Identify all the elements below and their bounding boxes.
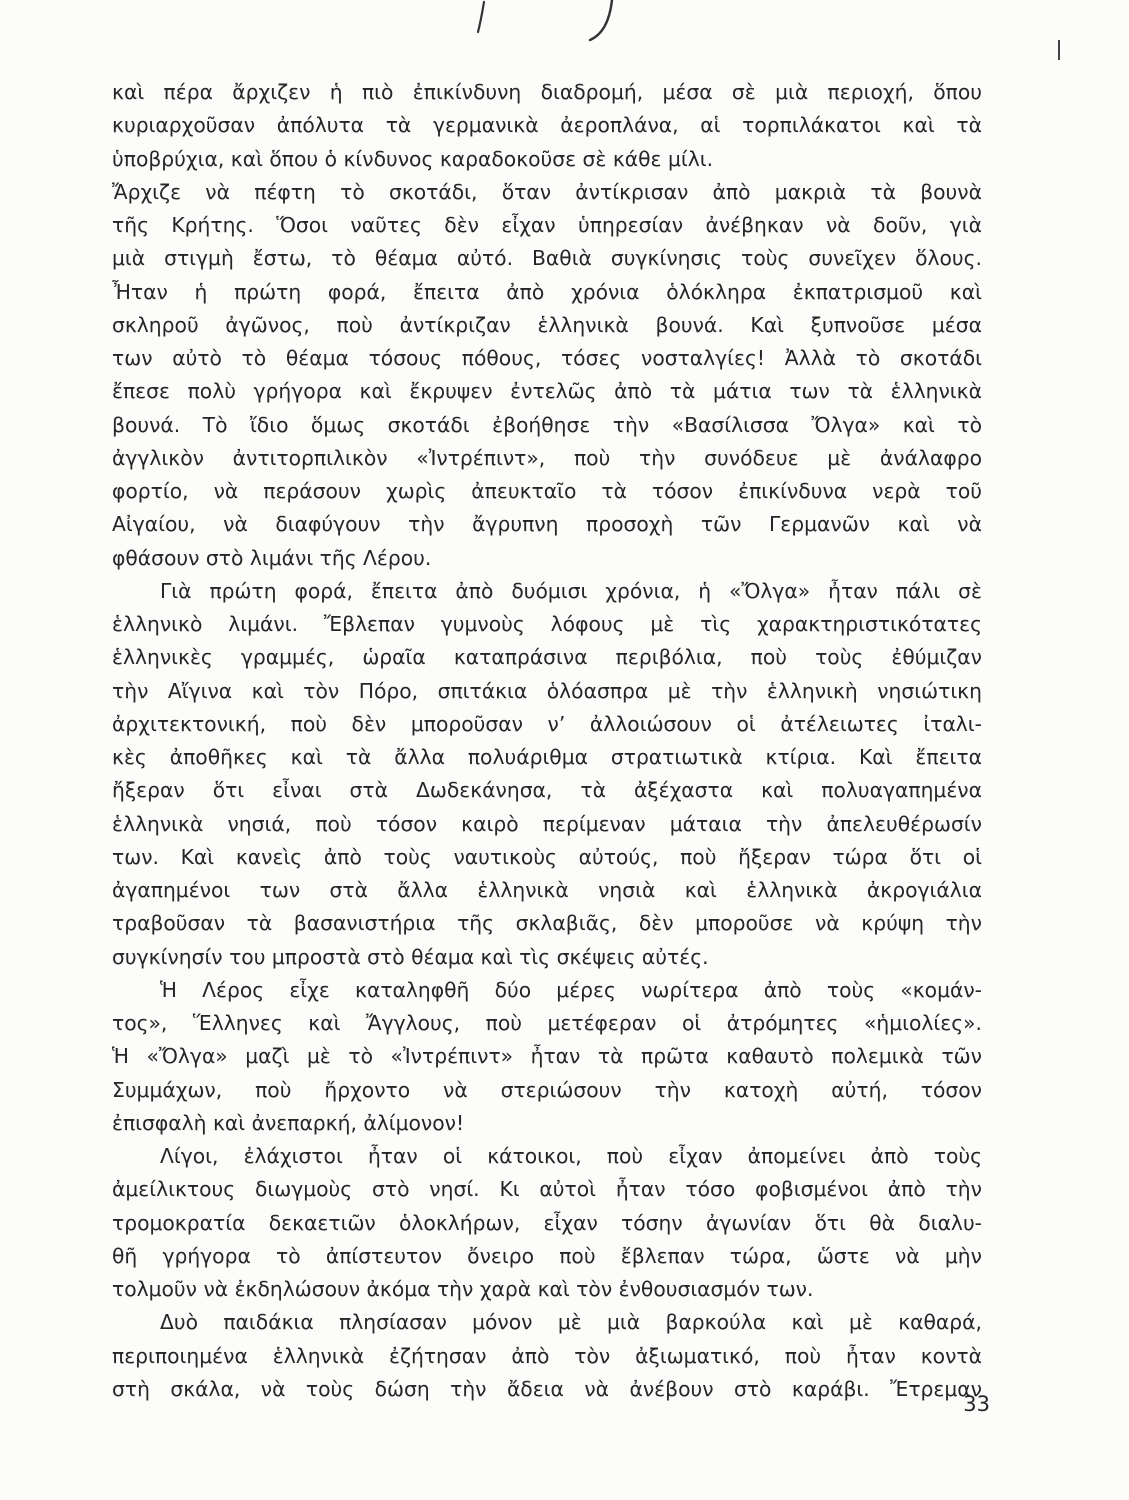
text-line: τολμοῦν νὰ ἐκδηλώσουν ἀκόμα τὴν χαρὰ καὶ τὸν ἐνθουσιασμόν των. bbox=[112, 1277, 814, 1301]
text-line: σκληροῦ ἀγῶνος, ποὺ ἀντίκριζαν ἑλληνικὰ βουνά. Καὶ ξυπνοῦσε μέσα bbox=[112, 312, 982, 337]
text-line: Γιὰ πρώτη φορά, ἔπειτα ἀπὸ δυόμισι χρόνια, ἡ «Ὄλγα» ἦταν πάλι σὲ bbox=[160, 578, 982, 603]
text-line: ἤξεραν ὅτι εἶναι στὰ Δωδεκάνησα, τὰ ἀξέχαστα καὶ πολυαγαπημένα bbox=[112, 778, 982, 803]
text-line: καὶ πέρα ἄρχιζεν ἡ πιὸ ἐπικίνδυνη διαδρομή, μέσα σὲ μιὰ περιοχή, ὅπου bbox=[112, 80, 982, 104]
text-line: των αὐτὸ τὸ θέαμα τόσους πόθους, τόσες νοσταλγίες! Ἀλλὰ τὸ σκοτάδι bbox=[112, 346, 982, 370]
text-line: τὴν Αἴγινα καὶ τὸν Πόρο, σπιτάκια ὁλόασπρα μὲ τὴν ἑλληνικὴ νησιώτικη bbox=[112, 678, 982, 703]
text-line: βουνά. Τὸ ἴδιο ὅμως σκοτάδι ἐβοήθησε τὴν «Βασίλισσα Ὄλγα» καὶ τὸ bbox=[112, 412, 982, 437]
handwritten-mark bbox=[440, 0, 640, 50]
text-line: τῆς Κρήτης. Ὅσοι ναῦτες δὲν εἶχαν ὑπηρεσίαν ἀνέβηκαν νὰ δοῦν, γιὰ bbox=[112, 213, 982, 237]
text-line: ἀγαπημένοι των στὰ ἄλλα ἑλληνικὰ νησιὰ καὶ ἑλληνικὰ ἀκρογιάλια bbox=[112, 878, 982, 902]
text-line: φθάσουν στὸ λιμάνι τῆς Λέρου. bbox=[112, 545, 432, 570]
text-line: μιὰ στιγμὴ ἔστω, τὸ θέαμα αὐτό. Βαθιὰ συγκίνησις τοὺς συνεῖχεν ὅλους. bbox=[112, 246, 982, 271]
text-line: θῆ γρήγορα τὸ ἀπίστευτον ὄνειρο ποὺ ἔβλεπαν τώρα, ὥστε νὰ μὴν bbox=[112, 1243, 982, 1268]
text-line: τραβοῦσαν τὰ βασανιστήρια τῆς σκλαβιᾶς, δὲν μποροῦσε νὰ κρύψη τὴν bbox=[112, 911, 982, 936]
text-line: Ἦταν ἡ πρώτη φορά, ἔπειτα ἀπὸ χρόνια ὁλόκληρα ἐκπατρισμοῦ καὶ bbox=[112, 279, 982, 304]
text-line: ἔπεσε πολὺ γρήγορα καὶ ἔκρυψεν ἐντελῶς ἀπὸ τὰ μάτια των τὰ ἑλληνικὰ bbox=[112, 379, 982, 404]
text-line: ἀγγλικὸν ἀντιτορπιλικὸν «Ἰντρέπιντ», ποὺ τὴν συνόδευε μὲ ἀνάλαφρο bbox=[112, 445, 982, 470]
text-line: τρομοκρατία δεκαετιῶν ὁλοκλήρων, εἶχαν τόσην ἀγωνίαν ὅτι θὰ διαλυ- bbox=[112, 1210, 982, 1235]
text-line: των. Καὶ κανεὶς ἀπὸ τοὺς ναυτικοὺς αὐτούς, ποὺ ἤξεραν τώρα ὅτι οἱ bbox=[112, 844, 982, 869]
text-line: φορτίο, νὰ περάσουν χωρὶς ἀπευκταῖο τὰ τόσον ἐπικίνδυνα νερὰ τοῦ bbox=[112, 479, 982, 503]
text-line: ἑλληνικὰ νησιά, ποὺ τόσον καιρὸ περίμεναν μάταια τὴν ἀπελευθέρωσίν bbox=[112, 811, 982, 836]
text-line: Ἄρχιζε νὰ πέφτη τὸ σκοτάδι, ὅταν ἀντίκρισαν ἀπὸ μακριὰ τὰ βουνὰ bbox=[112, 179, 982, 204]
text-line: ἑλληνικὲς γραμμές, ὡραῖα καταπράσινα περιβόλια, ποὺ τοὺς ἐθύμιζαν bbox=[112, 645, 982, 670]
text-line: ἑλληνικὸ λιμάνι. Ἔβλεπαν γυμνοὺς λόφους μὲ τὶς χαρακτηριστικότατες bbox=[112, 612, 982, 636]
text-line: ἀρχιτεκτονική, ποὺ δὲν μποροῦσαν ν’ ἀλλοιώσουν οἱ ἀτέλειωτες ἰταλι- bbox=[112, 711, 982, 736]
edge-mark bbox=[1058, 40, 1060, 60]
text-line: περιποιημένα ἑλληνικὰ ἐζήτησαν ἀπὸ τὸν ἀξιωματικό, ποὺ ἦταν κοντὰ bbox=[112, 1343, 982, 1368]
page-number: 33 bbox=[963, 1392, 990, 1416]
text-line: Αἰγαίου, νὰ διαφύγουν τὴν ἄγρυπνη προσοχὴ τῶν Γερμανῶν καὶ νὰ bbox=[112, 512, 982, 537]
text-line: Ἡ Λέρος εἶχε καταληφθῆ δύο μέρες νωρίτερα ἀπὸ τοὺς «κομάν- bbox=[160, 977, 982, 1002]
text-line: τος», Ἕλληνες καὶ Ἄγγλους, ποὺ μετέφεραν οἱ ἀτρόμητες «ἡμιολίες». bbox=[112, 1011, 982, 1035]
text-line: Δυὸ παιδάκια πλησίασαν μόνον μὲ μιὰ βαρκούλα καὶ μὲ καθαρά, bbox=[160, 1310, 982, 1335]
text-line: συγκίνησίν του μπροστὰ στὸ θέαμα καὶ τὶς σκέψεις αὐτές. bbox=[112, 944, 709, 969]
text-line: κυριαρχοῦσαν ἀπόλυτα τὰ γερμανικὰ ἀεροπλάνα, αἱ τορπιλάκατοι καὶ τὰ bbox=[112, 113, 982, 138]
text-line: ὑποβρύχια, καὶ ὅπου ὁ κίνδυνος καραδοκοῦσε σὲ κάθε μίλι. bbox=[112, 146, 714, 171]
text-line: Συμμάχων, ποὺ ἤρχοντο νὰ στεριώσουν τὴν κατοχὴ αὐτή, τόσον bbox=[112, 1077, 982, 1102]
text-line: κὲς ἀποθῆκες καὶ τὰ ἄλλα πολυάριθμα στρατιωτικὰ κτίρια. Καὶ ἔπειτα bbox=[112, 745, 982, 769]
text-line: στὴ σκάλα, νὰ τοὺς δώση τὴν ἄδεια νὰ ἀνέβουν στὸ καράβι. Ἔτρεμαν bbox=[112, 1376, 982, 1401]
text-line: Λίγοι, ἐλάχιστοι ἦταν οἱ κάτοικοι, ποὺ εἶχαν ἀπομείνει ἀπὸ τοὺς bbox=[160, 1144, 982, 1168]
body-text bbox=[112, 76, 982, 1406]
text-line: Ἡ «Ὄλγα» μαζὶ μὲ τὸ «Ἰντρέπιντ» ἦταν τὰ πρῶτα καθαυτὸ πολεμικὰ τῶν bbox=[112, 1044, 982, 1069]
text-line: ἀμείλικτους διωγμοὺς στὸ νησί. Κι αὐτοὶ ἦταν τόσο φοβισμένοι ἀπὸ τὴν bbox=[112, 1177, 982, 1202]
text-line: ἐπισφαλὴ καὶ ἀνεπαρκή, ἀλίμονον! bbox=[112, 1110, 465, 1135]
